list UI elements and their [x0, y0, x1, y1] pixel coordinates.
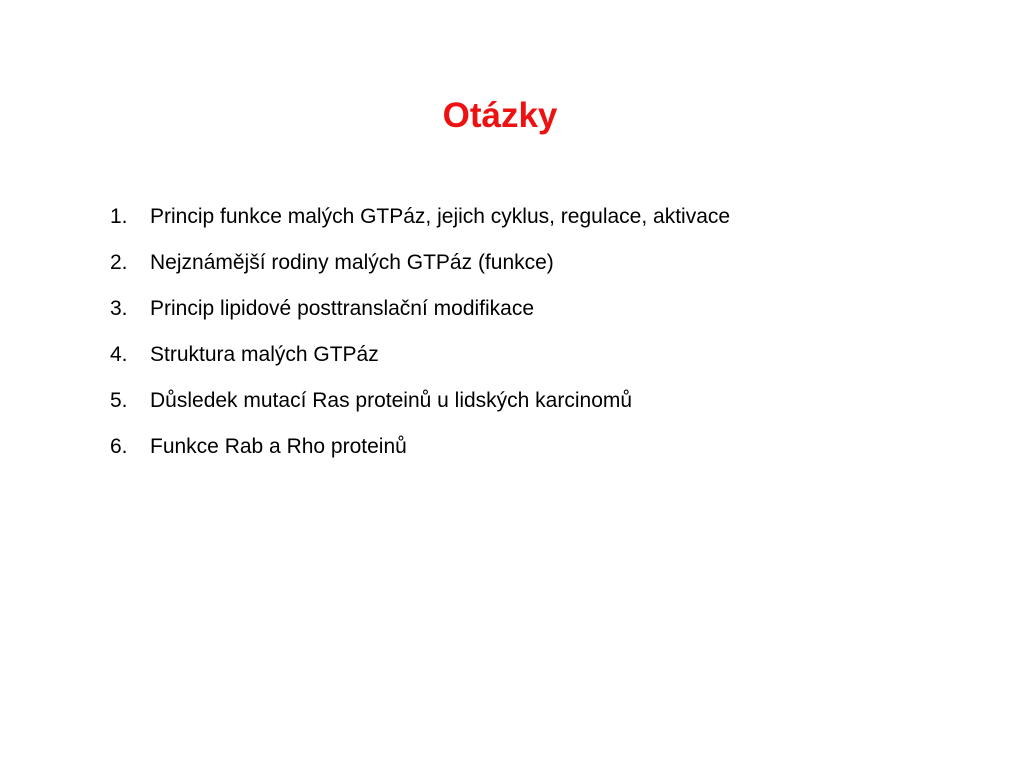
question-number: 6.	[110, 435, 128, 458]
question-text: Princip funkce malých GTPáz, jejich cyklus, regulace, aktivace	[150, 205, 731, 228]
question-number: 4.	[110, 343, 128, 366]
question-text: Funkce Rab a Rho proteinů	[150, 435, 407, 458]
question-number: 3.	[110, 297, 128, 320]
question-number: 2.	[110, 251, 128, 274]
list-item	[110, 335, 730, 381]
list-item	[110, 197, 730, 243]
list-item	[110, 427, 730, 473]
question-text: Princip lipidové posttranslační modifikace	[150, 297, 535, 320]
slide-title: Otázky	[442, 96, 558, 135]
question-list	[110, 197, 730, 473]
list-item	[110, 381, 730, 427]
list-item	[110, 243, 730, 289]
question-text: Struktura malých GTPáz	[150, 343, 379, 366]
question-text: Nejznámější rodiny malých GTPáz (funkce)	[150, 251, 554, 274]
list-item	[110, 289, 730, 335]
question-number: 5.	[110, 389, 128, 412]
question-number: 1.	[110, 205, 128, 228]
question-text: Důsledek mutací Ras proteinů u lidských karcinomů	[150, 389, 633, 412]
